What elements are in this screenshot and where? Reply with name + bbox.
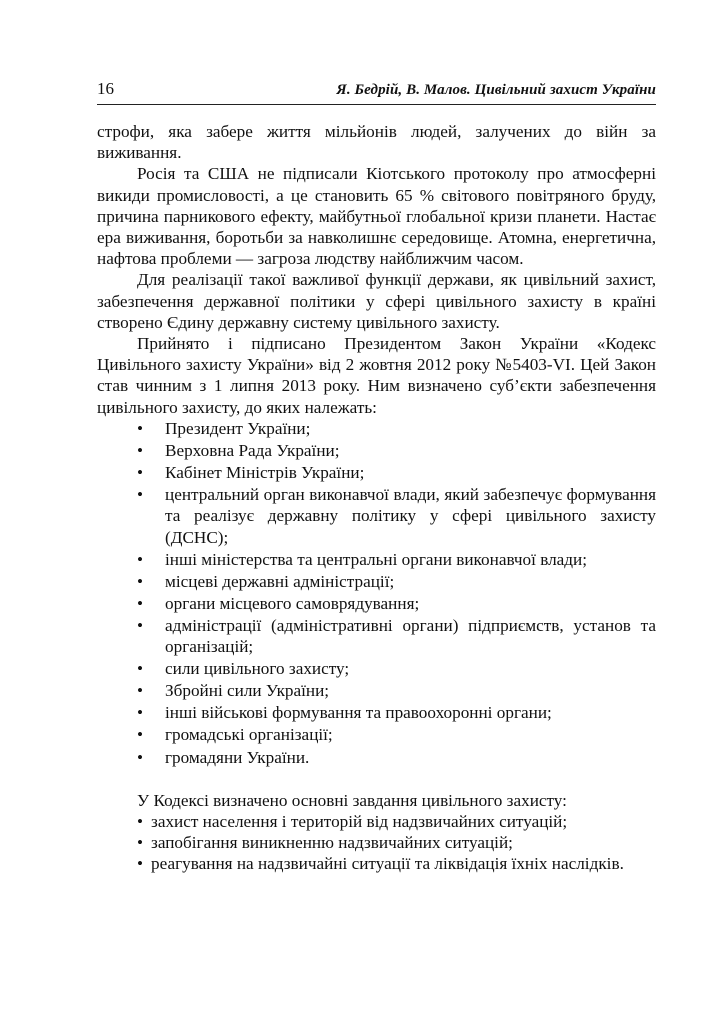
- bullet-icon: •: [137, 463, 144, 483]
- list-item: • сили цивільного захисту;: [137, 659, 350, 679]
- running-title: Я. Бедрій, В. Малов. Цивільний захист України: [336, 82, 656, 98]
- bullet-icon: •: [137, 747, 144, 767]
- bullet-icon: •: [137, 681, 144, 701]
- list-item: • громадські організації;: [137, 725, 333, 745]
- list-item: • інші військові формування та правоохоронні органи;: [137, 703, 552, 723]
- running-header: [97, 79, 656, 105]
- list-item: • адміністрації (адміністративні органи) підприємств, установ та організацій;: [137, 615, 656, 657]
- bullet-icon: •: [137, 659, 144, 679]
- bullet-icon: •: [137, 615, 144, 635]
- list-item: • громадяни України.: [137, 747, 310, 767]
- list-item: • Президент України;: [137, 418, 311, 438]
- page-number: 16: [97, 79, 114, 98]
- bullet-icon: •: [137, 854, 144, 874]
- bullet-icon: •: [137, 811, 144, 831]
- page-body: [97, 121, 656, 874]
- tasks-list: [97, 811, 656, 875]
- paragraph-code-law: Прийнято і підписано Президентом Закон України «Кодекс Цивільного захисту України» від 2 жовтня 2012 року №5403-VI. Цей Закон став чинним з 1 липня 2013 року. Ним визначено суб’єкти забезпечення цивільного захисту, до яких належать:: [97, 334, 656, 417]
- bullet-icon: •: [137, 593, 144, 613]
- subjects-list: [97, 418, 656, 768]
- list-item: • місцеві державні адміністрації;: [137, 571, 395, 591]
- bullet-icon: •: [137, 703, 144, 723]
- bullet-icon: •: [137, 833, 144, 853]
- list-item: • інші міністерства та центральні органи виконавчої влади;: [137, 549, 588, 569]
- bullet-icon: •: [137, 549, 144, 569]
- list-item: • центральний орган виконавчої влади, який забезпечує формування та реалізує державну політику у сфері цивільного захисту (ДСНС);: [137, 485, 656, 547]
- paragraph-civil-protection-system: Для реалізації такої важливої функції держави, як цивільний захист, забезпечення державної політики у сфері цивільного захисту в країні створено Єдину державну систему цивільного захисту.: [97, 270, 656, 332]
- bullet-icon: •: [137, 485, 144, 505]
- list-item: • реагування на надзвичайні ситуації та ліквідація їхніх наслідків.: [137, 854, 624, 874]
- bullet-icon: •: [137, 571, 144, 591]
- paragraph-continuation: строфи, яка забере життя мільйонів людей, залучених до війн за виживання.: [97, 122, 656, 163]
- paragraph-kyoto: Росія та США не підписали Кіотського протоколу про атмосферні викиди промисловості, а це становить 65 % світового повітряного бруду, причина парникового ефекту, майбутньої глобальної кризи планети. Настає ера виживання, боротьби за навколишнє середовище. Атомна, енергетична, нафтова проблеми — загроза людству найближчим часом.: [97, 164, 656, 269]
- list-item: • Кабінет Міністрів України;: [137, 463, 365, 483]
- bullet-icon: •: [137, 725, 144, 745]
- list-item: • Верховна Рада України;: [137, 440, 340, 460]
- tasks-intro: У Кодексі визначено основні завдання цивільного захисту:: [137, 790, 567, 810]
- bullet-icon: •: [137, 440, 144, 460]
- section-spacer: [97, 769, 656, 790]
- list-item: • Збройні сили України;: [137, 681, 330, 701]
- bullet-icon: •: [137, 418, 144, 438]
- list-item: • запобігання виникненню надзвичайних ситуацій;: [137, 833, 513, 853]
- list-item: • органи місцевого самоврядування;: [137, 593, 420, 613]
- list-item: • захист населення і територій від надзвичайних ситуацій;: [137, 811, 568, 831]
